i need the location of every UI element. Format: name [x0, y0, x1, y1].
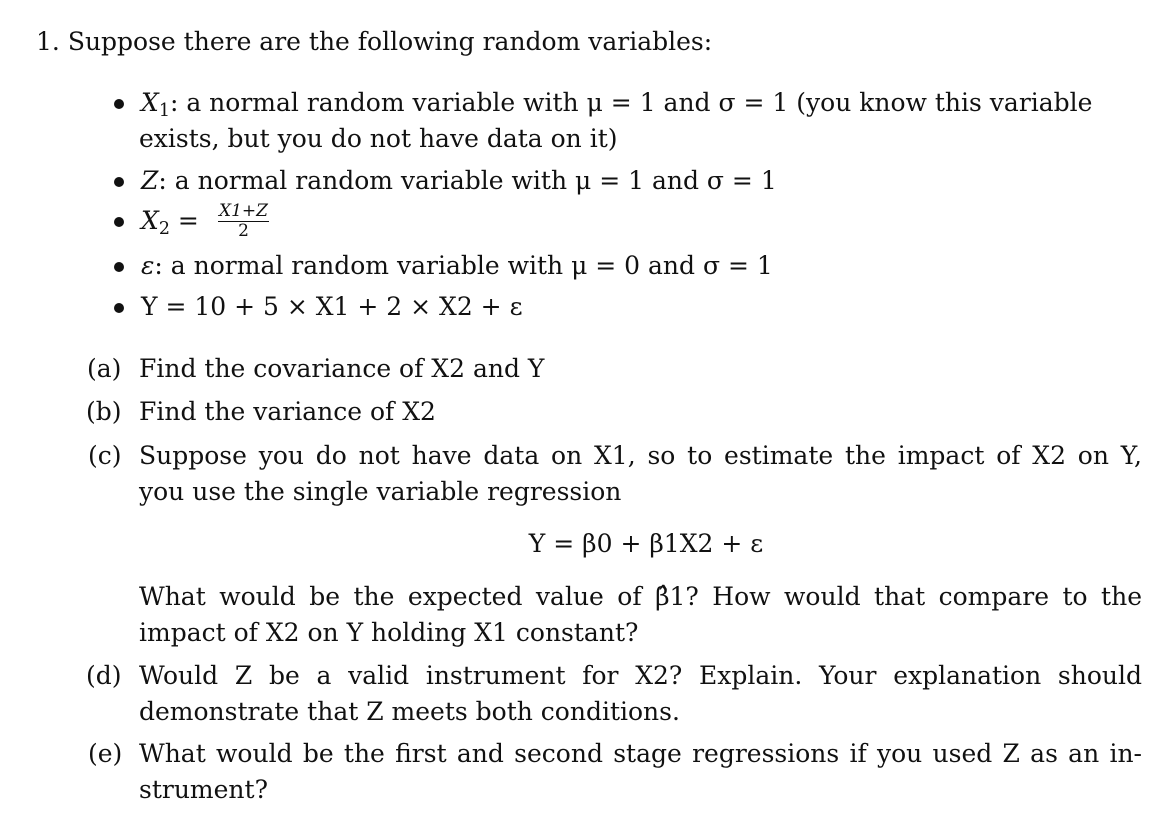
part-a-label: (a) [87, 354, 122, 383]
problem-intro: Suppose there are the following random variables: [67, 27, 713, 56]
part-c-line4: impact of X2 on Y holding X1 constant? [139, 618, 639, 647]
problem-number: 1. [36, 27, 60, 56]
part-e-line2: strument? [139, 775, 268, 804]
bullet-marker [114, 99, 124, 109]
part-b-label: (b) [86, 397, 122, 426]
part-e-line1: What would be the first and second stage regressions if you used Z as an in- [139, 739, 1142, 768]
part-b-text: Find the variance of X2 [139, 397, 436, 426]
bullet-y-equation: Y = 10 + 5 × X1 + 2 × X2 + ε [141, 292, 523, 321]
fraction-numerator: X1+Z [219, 201, 268, 221]
bullet-x1: $X_1$: a normal random variable with μ = 1 and σ = 1 (you know this variable [141, 88, 1093, 121]
part-c-line2: you use the single variable regression [139, 477, 622, 506]
bullet-x2-definition: $X_2$ = [141, 206, 199, 239]
part-c-label: (c) [88, 441, 122, 470]
part-c-line1: Suppose you do not have data on X1, so to estimate the impact of X2 on Y, [139, 441, 1142, 470]
fraction [218, 203, 269, 240]
bullet-marker [114, 177, 124, 187]
part-a-text: Find the covariance of X2 and Y [139, 354, 545, 383]
bullet-marker [114, 303, 124, 313]
problem-heading [36, 27, 712, 57]
bullet-epsilon: ε: a normal random variable with μ = 0 and σ = 1 [141, 251, 773, 280]
part-d-line2: demonstrate that Z meets both conditions. [139, 697, 680, 726]
bullet-x1-continuation: exists, but you do not have data on it) [139, 124, 618, 153]
part-e-label: (e) [88, 739, 123, 768]
bullet-marker [114, 217, 124, 227]
part-c-equation: Y = β0 + β1X2 + ε [528, 529, 764, 558]
bullet-marker [114, 262, 124, 272]
part-c-line3: What would be the expected value of β̂1? How would that compare to the [139, 582, 1142, 611]
part-d-label: (d) [86, 661, 122, 690]
part-d-line1: Would Z be a valid instrument for X2? Explain. Your explanation should [139, 661, 1142, 690]
bullet-z: Z: a normal random variable with μ = 1 and σ = 1 [141, 166, 777, 195]
fraction-denominator: 2 [238, 221, 249, 241]
